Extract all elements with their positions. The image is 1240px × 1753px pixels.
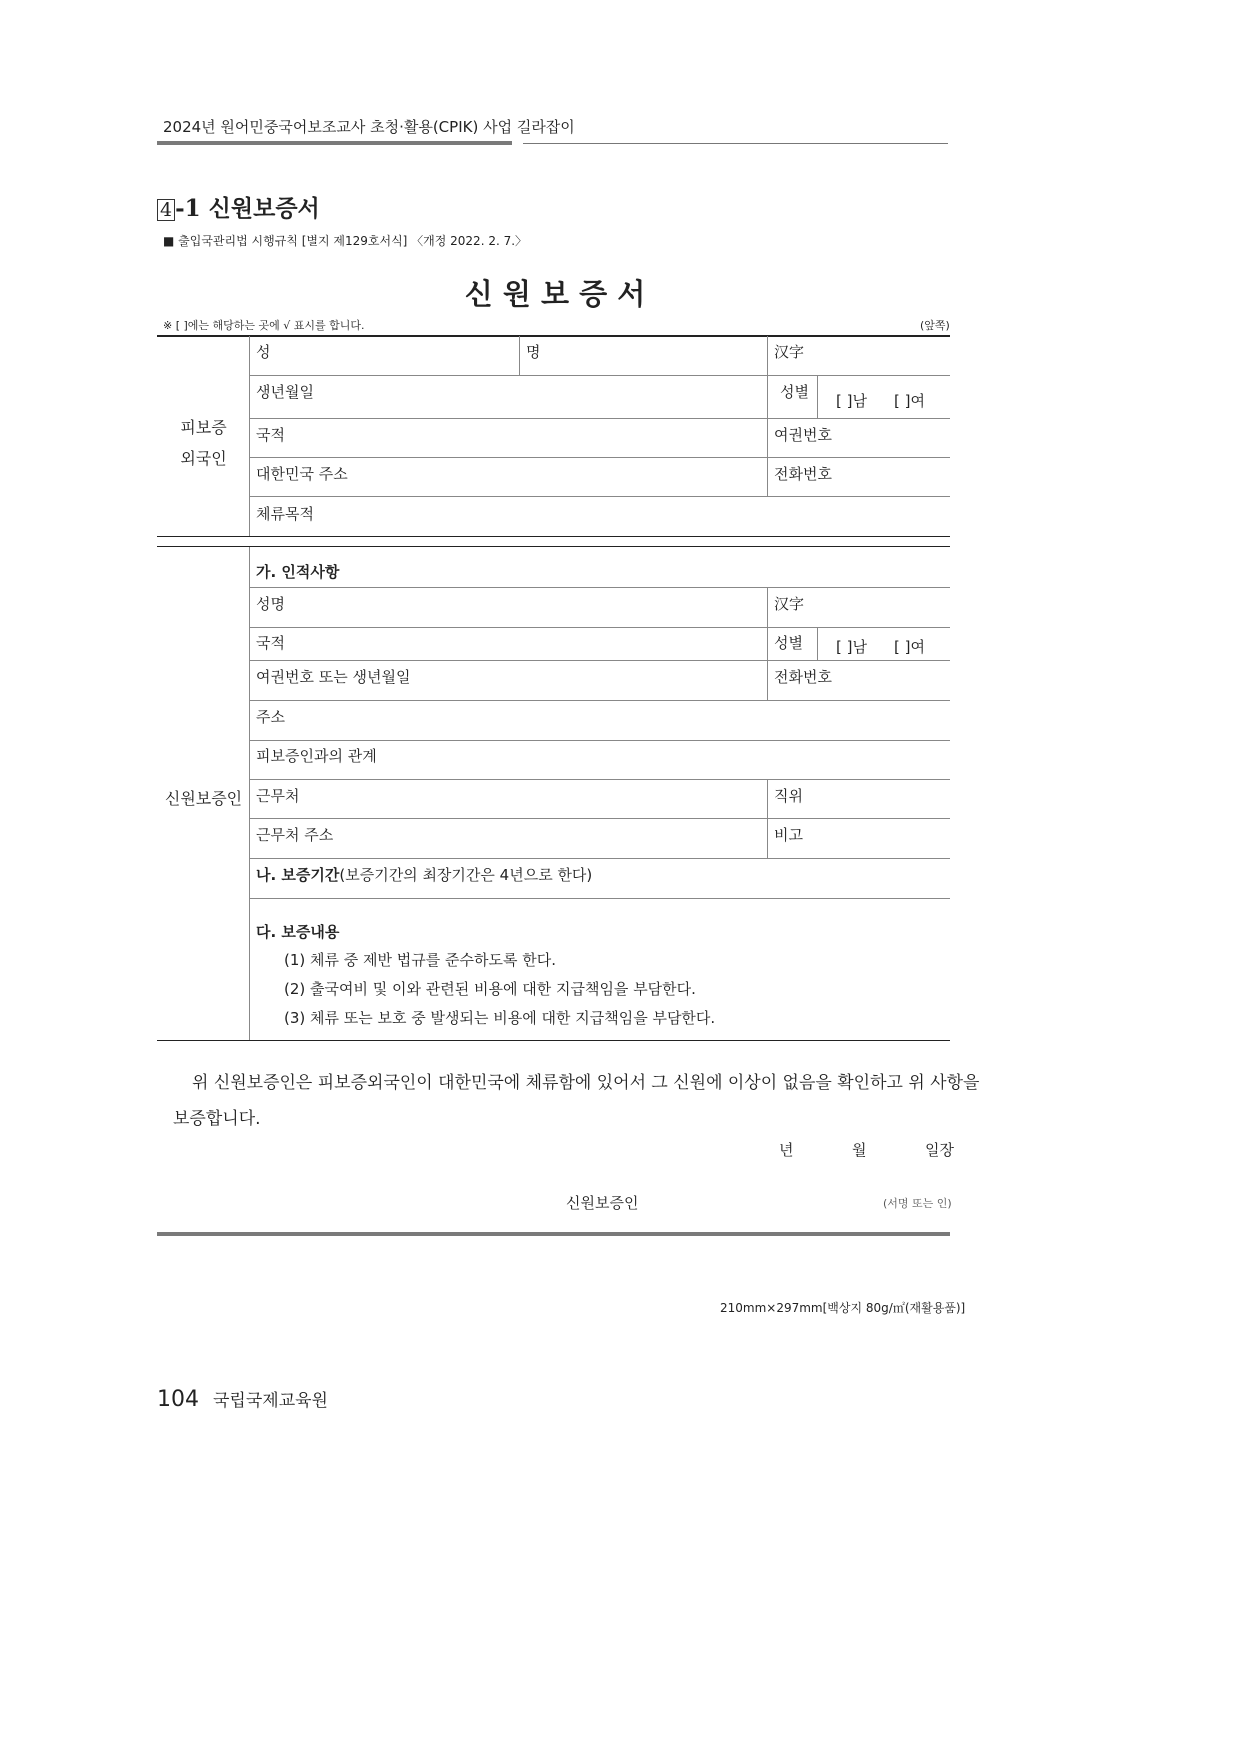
section-number-box: 4 [157,199,175,221]
given-name-field[interactable]: 명 [526,343,541,361]
divider [157,536,950,537]
guarantor-sex-female-checkbox[interactable]: [ ]여 [894,638,925,656]
divider [250,418,950,419]
divider [250,740,950,741]
guarantor-label: 신원보증인 [164,789,243,808]
personal-info-heading: 가. 인적사항 [256,563,340,581]
page-footer [157,1386,328,1412]
page-number: 104 [157,1387,199,1412]
divider [250,898,950,899]
front-side-label: (앞쪽) [920,319,950,332]
guarantor-address-field[interactable]: 주소 [256,708,285,726]
month-label: 월 [852,1141,867,1159]
remarks-field[interactable]: 비고 [774,826,803,844]
guarantee-period-row: 나. 보증기간(보증기간의 최장기간은 4년으로 한다) [256,866,593,884]
divider [519,336,520,375]
divider [767,336,768,496]
divider [250,858,950,859]
divider [817,627,818,660]
divider [250,660,950,661]
running-title: 2024년 원어민중국어보조교사 초청·활용(CPIK) 사업 길라잡이 [163,118,575,136]
purpose-field[interactable]: 체류목적 [256,505,314,523]
sex-male-checkbox[interactable]: [ ]남 [836,392,867,410]
sex-label: 성별 [780,383,809,401]
guaranteed-foreigner-label: 피보증 외국인 [180,418,227,468]
guarantor-passport-birth-field[interactable]: 여권번호 또는 생년월일 [256,668,411,686]
guarantor-name-field[interactable]: 성명 [256,595,285,613]
divider [250,779,950,780]
passport-field[interactable]: 여권번호 [774,426,832,444]
divider [250,587,950,588]
workplace-address-field[interactable]: 근무처 주소 [256,826,334,844]
header-rule-thick [157,141,512,145]
year-label: 년 [779,1141,794,1159]
sex-female-checkbox[interactable]: [ ]여 [894,392,925,410]
checkbox-note: ※ [ ]에는 해당하는 곳에 √ 표시를 합니다. [163,319,365,332]
birthdate-field[interactable]: 생년월일 [256,383,314,401]
hanja-field[interactable]: 汉字 [774,343,805,361]
content-item: (3) 체류 또는 보호 중 발생되는 비용에 대한 지급책임을 부담한다. [284,1009,716,1027]
surname-field[interactable]: 성 [256,343,271,361]
divider [157,1040,950,1041]
statement-line-1: 위 신원보증인은 피보증외국인이 대한민국에 체류함에 있어서 그 신원에 이상이 없음을 확인하고 위 사항을 [192,1073,980,1093]
guarantor-phone-field[interactable]: 전화번호 [774,668,832,686]
signature-field[interactable]: (서명 또는 인) [883,1197,952,1210]
form-title: 신 원 보 증 서 [464,277,646,311]
table-top-rule [157,335,950,337]
content-item: (1) 체류 중 제반 법규를 준수하도록 한다. [284,951,556,969]
day-label: 일장 [925,1141,954,1159]
position-field[interactable]: 직위 [774,787,803,805]
signer-label: 신원보증인 [566,1194,639,1212]
section-title: 신원보증서 [208,195,320,222]
guarantor-nationality-field[interactable]: 국적 [256,634,285,652]
divider [250,700,950,701]
header-rule-thin [523,143,948,144]
source-note: ■ 출입국관리법 시행규칙 [별지 제129호서식] 〈개정 2022. 2. 7.〉 [163,234,528,248]
workplace-field[interactable]: 근무처 [256,787,300,805]
paper-spec: 210mm×297mm[백상지 80g/㎡(재활용품)] [720,1301,966,1315]
divider [250,627,950,628]
statement-line-2: 보증합니다. [173,1109,261,1129]
guarantee-content-heading: 다. 보증내용 [256,923,340,941]
phone-field[interactable]: 전화번호 [774,465,832,483]
korea-address-field[interactable]: 대한민국 주소 [256,465,348,483]
form-bottom-rule [157,1232,950,1236]
divider [250,457,950,458]
divider [817,375,818,418]
nationality-field[interactable]: 국적 [256,426,285,444]
guarantor-sex-label: 성별 [774,634,803,652]
divider [250,375,950,376]
organization-name: 국립국제교육원 [213,1391,328,1411]
guarantor-sex-male-checkbox[interactable]: [ ]남 [836,638,867,656]
relationship-field[interactable]: 피보증인과의 관계 [256,747,377,765]
divider [250,818,950,819]
divider [767,587,768,700]
divider [157,546,950,547]
content-item: (2) 출국여비 및 이와 관련된 비용에 대한 지급책임을 부담한다. [284,980,696,998]
divider [767,779,768,858]
guarantor-hanja-field[interactable]: 汉字 [774,595,805,613]
section-suffix: -1 [175,195,201,222]
divider [250,496,950,497]
section-heading [157,190,320,223]
